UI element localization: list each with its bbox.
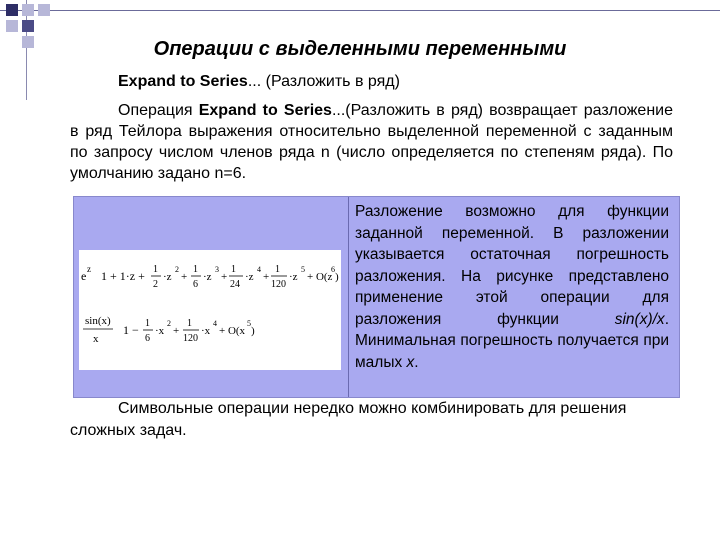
svg-text:6: 6 [145, 333, 150, 344]
decor-square-light [22, 4, 34, 16]
svg-text:1: 1 [187, 318, 192, 329]
panel-divider [348, 197, 349, 397]
svg-text:2: 2 [175, 265, 179, 274]
svg-text:sin(x): sin(x) [85, 315, 111, 327]
paragraph-rest: ...(Разложить в ряд) возвращает разложение в ряд Тейлора выражения относительно выделенной переменной с заданным по запросу числом членов ряда n (число определяется по степеням ряда). По умолчанию задано n=6. [70, 102, 673, 182]
svg-text:2: 2 [153, 279, 158, 290]
svg-text:·x: ·x [155, 325, 165, 337]
svg-text:·x: ·x [201, 325, 211, 337]
svg-text:2: 2 [167, 319, 171, 328]
svg-text:+: + [263, 271, 270, 283]
slide-title: Операции с выделенными переменными [153, 38, 567, 60]
svg-text:1 + 1·z +: 1 + 1·z + [101, 269, 145, 283]
panel-text-part3: . [414, 353, 419, 371]
subtitle-rest: ... (Разложить в ряд) [247, 73, 400, 90]
subtitle [118, 73, 400, 91]
panel-variable: x [406, 353, 415, 371]
svg-text:·z: ·z [289, 271, 298, 283]
paragraph-lead: Операция [118, 102, 199, 119]
svg-text:120: 120 [183, 333, 198, 344]
svg-text:3: 3 [215, 265, 219, 274]
svg-text:5: 5 [301, 265, 305, 274]
panel-function: sin(x)/x [614, 310, 665, 328]
svg-text:1: 1 [193, 264, 198, 275]
svg-text:24: 24 [230, 279, 240, 290]
svg-text:+ O(x: + O(x [219, 325, 246, 337]
svg-text:+ O(z: + O(z [307, 271, 333, 283]
series-expansion-formula [79, 250, 341, 370]
svg-text:4: 4 [213, 319, 217, 328]
svg-text:1: 1 [145, 318, 150, 329]
svg-text:1: 1 [153, 264, 158, 275]
decor-square-dark [22, 20, 34, 32]
svg-text:+: + [181, 271, 188, 283]
svg-text:): ) [251, 325, 255, 337]
panel-description [355, 201, 669, 373]
svg-text:z: z [87, 264, 91, 274]
svg-text:5: 5 [247, 319, 251, 328]
svg-text:e: e [81, 269, 87, 283]
svg-text:): ) [335, 271, 339, 283]
svg-text:120: 120 [271, 279, 286, 290]
svg-text:4: 4 [257, 265, 261, 274]
svg-text:1: 1 [275, 264, 280, 275]
svg-text:·z: ·z [245, 271, 254, 283]
decor-horizontal-line [0, 10, 720, 11]
decor-square-dark [6, 4, 18, 16]
subtitle-command: Expand to Series [118, 73, 248, 90]
svg-text:6: 6 [193, 279, 198, 290]
svg-text:x: x [93, 333, 99, 345]
paragraph-command: Expand to Series [198, 102, 332, 119]
svg-text:·z: ·z [163, 271, 172, 283]
panel-text-part1: Разложение возможно для функции заданной переменной. В разложении указывается остаточная погрешность разложения. На рисунке представлено применение этой операции для разложения функции [355, 203, 669, 328]
closing-paragraph: Символьные операции нередко можно комбинировать для решения сложных задач. [70, 400, 627, 439]
svg-text:1 −: 1 − [123, 323, 139, 337]
svg-text:1: 1 [231, 264, 236, 275]
svg-text:·z: ·z [203, 271, 212, 283]
svg-text:+: + [173, 325, 180, 337]
description-paragraph [70, 100, 673, 184]
svg-text:6: 6 [331, 265, 335, 274]
formula-image [79, 250, 341, 370]
decor-square-light [38, 4, 50, 16]
panel-text-part2: . Минимальная погрешность получается при малых [355, 310, 669, 371]
decor-square-light [6, 20, 18, 32]
svg-text:+: + [221, 271, 228, 283]
